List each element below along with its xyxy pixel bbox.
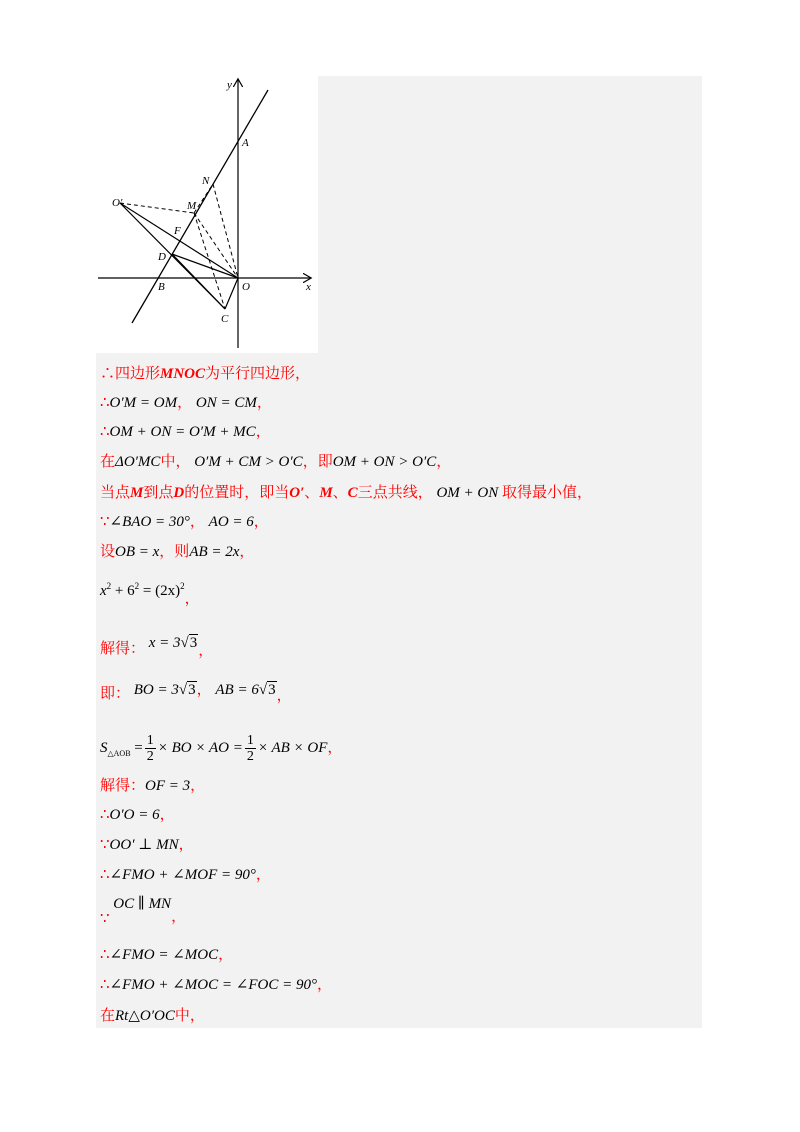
math: Rt△O′OC [115,1008,175,1024]
math: O′M = OM [109,395,178,411]
middle: × BO × AO = [157,740,243,756]
exponent: 2 [180,581,185,591]
area-s: S [100,740,108,756]
math [100,583,185,599]
line-parallelogram [100,361,310,387]
text: 设 [100,544,116,560]
text: 在 [100,454,116,470]
line-o-prime-o [100,802,175,828]
comma: ， [327,740,343,756]
geometry-figure [96,76,318,353]
math: OM + ON [436,485,499,501]
text: 到点 [143,485,174,501]
label-o: O [242,281,250,293]
sqrt-sign: √ [180,635,189,651]
therefore: ∴ [100,867,110,883]
line-solve-x [100,630,214,659]
text: 当点 [100,485,131,501]
because: ∵ [100,837,110,853]
radicand: 3 [189,635,198,651]
line-sum-equal [100,419,271,445]
text: 解得： [100,778,146,794]
comma: ， [255,424,271,440]
line-parallel [100,894,186,926]
line-right-angle [100,972,332,998]
seg-o-prime-o [120,203,238,278]
comma: ， [253,514,269,530]
math [149,634,199,651]
therefore: ∴ [100,395,110,411]
label-a: A [242,137,249,149]
comma: ， [196,682,212,698]
var: O′ [289,485,305,501]
math: ∠FMO = ∠MOC [109,947,219,963]
comma: ， [159,807,175,823]
text: 三点共线， [357,485,433,501]
comma: ， [218,947,234,963]
math: ΔO′MC [115,454,161,470]
line-minimum-condition [100,480,592,506]
text: ，则 [159,544,190,560]
comma: ， [256,395,272,411]
label-y: y [227,79,232,91]
text: 在 [100,1008,116,1024]
line-solve-of [100,773,205,799]
var: D [173,485,185,501]
label-f: F [174,225,181,237]
math: ∠FMO + ∠MOF = 90° [109,867,256,883]
because: ∵ [100,911,110,927]
lhs: x = 3 [148,635,181,651]
text: 取得最小值， [502,485,593,501]
denominator: 2 [146,749,154,765]
comma: ， [198,643,214,659]
label-b: B [158,281,165,293]
label-x: x [306,281,311,293]
comma: ， [189,514,205,530]
because: ∵ [100,514,110,530]
math: O′M + CM > O′C [194,454,303,470]
bo-lhs: BO = 3 [133,682,179,698]
sqrt-sign: √ [178,682,188,698]
therefore: ∴ [100,947,110,963]
line-let-ob [100,539,254,565]
seg-c-o [225,278,238,309]
comma: ， [177,395,193,411]
line-area-formula [100,728,342,768]
text: 中， [174,1008,205,1024]
text: ， [239,544,255,560]
tail: × AB × OF [257,740,328,756]
var-x: x [100,583,107,599]
math: OM + ON > O′C [332,454,437,470]
math [134,681,197,698]
rhs: = (2x) [142,583,181,599]
text: ∴四边形 [100,366,161,382]
therefore: ∴ [100,424,110,440]
comma: ， [190,778,206,794]
dash-m-n [194,184,213,213]
math: ∠BAO = 30° [109,514,190,530]
radicand: 3 [188,682,196,698]
fraction-half [145,733,156,764]
comma: ， [316,977,332,993]
line-triangle-inequality [100,449,451,475]
label-m: M [187,200,197,212]
math: O′O = 6 [109,807,160,823]
math: ON = CM [195,395,257,411]
radicand: 3 [268,682,276,698]
math: OO′ ⊥ MN [109,837,179,853]
math: AO = 6 [208,514,254,530]
math: ∠FMO + ∠MOC = ∠FOC = 90° [109,977,317,993]
math [215,681,276,698]
text: 为平行四边形， [205,366,311,382]
figure-svg [96,76,318,353]
text: 解得： [100,641,146,657]
denominator: 2 [246,749,254,765]
line-equal-sides [100,390,272,416]
ab-lhs: AB = 6 [215,682,259,698]
dash-m-o [194,213,238,278]
plus-six: + 6 [114,583,135,599]
label-o-prime: O' [112,197,123,209]
comma: ， [276,688,292,704]
comma: ， [178,837,194,853]
var-mnoc: MNOC [160,366,206,382]
fraction-half [245,733,256,764]
math: OB = x [115,544,160,560]
comma: ， [255,867,271,883]
therefore: ∴ [100,977,110,993]
subscript: △AOB [107,749,131,758]
text: 的位置时，即当 [184,485,290,501]
numerator: 1 [246,733,254,749]
line-pythagoras [100,573,200,607]
var: M [319,485,333,501]
comma: ， [184,591,200,607]
var: C [347,485,358,501]
text: 、 [332,485,348,501]
numerator: 1 [146,733,154,749]
math: OF = 3 [145,778,191,794]
text: ，即 [302,454,333,470]
math: OC ∥ MN [113,896,172,912]
comma: ， [171,909,187,925]
text: 、 [304,485,320,501]
line-angle-sum [100,862,271,888]
label-n: N [202,175,210,187]
math: AB = 2x [189,544,240,560]
text: 中， [160,454,191,470]
line-given-angle [100,509,269,535]
line-perpendicular [100,832,194,858]
text: ， [436,454,452,470]
label-d: D [158,251,166,263]
sqrt-sign: √ [258,682,268,698]
var: M [130,485,144,501]
seg-d-c [172,254,225,309]
exponent: 2 [106,581,112,591]
label-c: C [221,313,229,325]
dash-o-prime-m [120,203,194,213]
math [100,733,328,765]
line-lengths [100,677,292,703]
math: OM + ON = O′M + MC [109,424,256,440]
therefore: ∴ [100,807,110,823]
dash-m-c [194,213,225,309]
text: 即： [100,686,131,702]
exponent: 2 [134,581,140,591]
equals: = [134,740,143,756]
line-alternate-angles [100,942,233,968]
line-right-triangle [100,1003,205,1029]
